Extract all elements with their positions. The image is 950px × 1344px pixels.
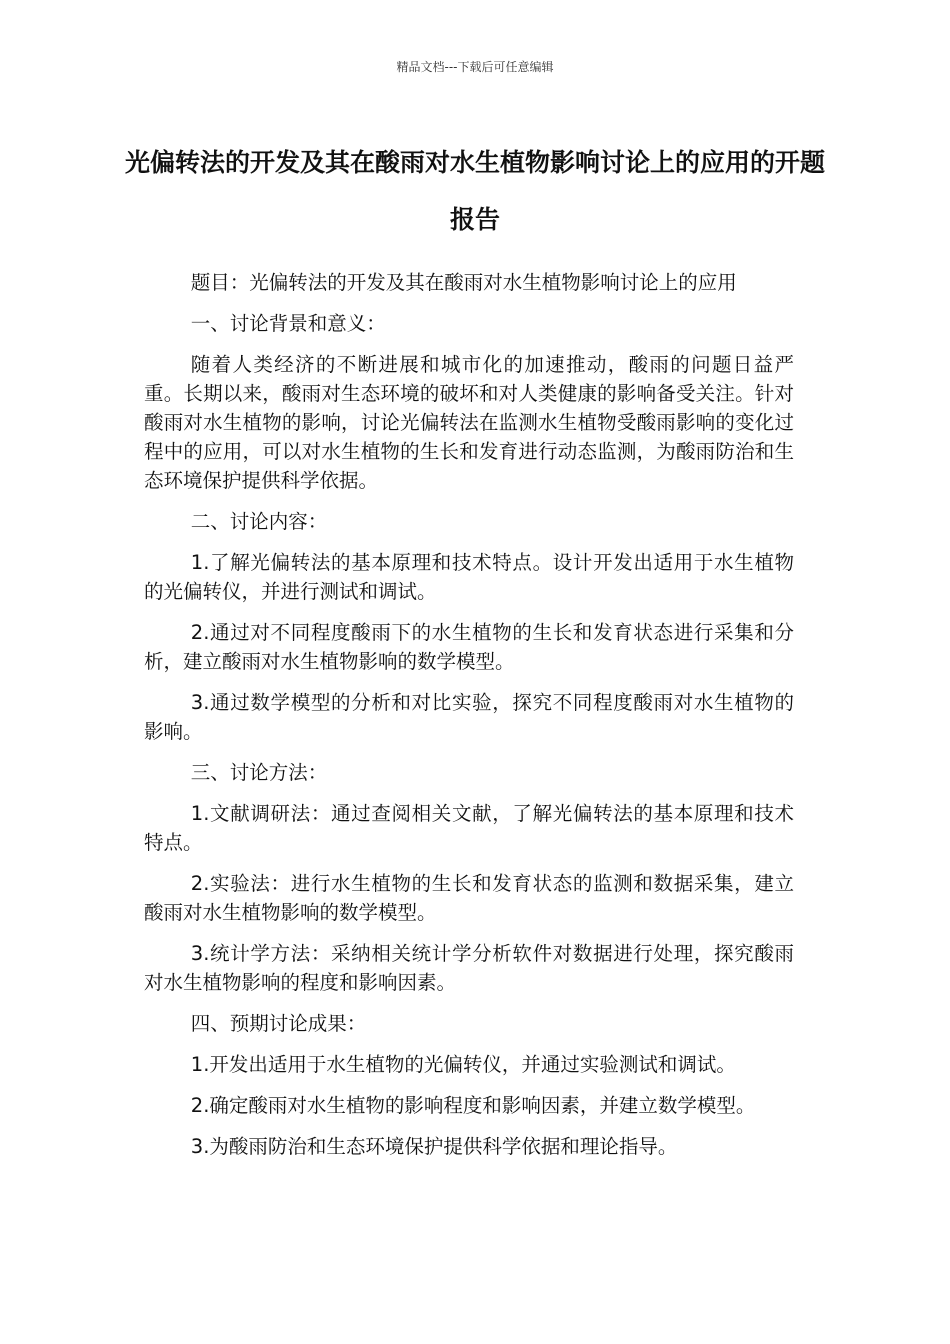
outcome-item-3: 3.为酸雨防治和生态环境保护提供科学依据和理论指导。 <box>190 1135 678 1158</box>
background-paragraph: 随着人类经济的不断进展和城市化的加速推动，酸雨的问题日益严重。长期以来，酸雨对生态环境的破坏和对人类健康的影响备受关注。针对酸雨对水生植物的影响，讨论光偏转法在监测水生植物受酸雨影响的变化过程中的应用，可以对水生植物的生长和发育进行动态监测，为酸雨防治和生态环境保护提供科学依据。 <box>144 353 794 492</box>
outcome-item-1: 1.开发出适用于水生植物的光偏转仪，并通过实验测试和调试。 <box>190 1053 736 1076</box>
section-heading-content: 二、讨论内容： <box>190 510 328 533</box>
section-heading-background: 一、讨论背景和意义： <box>190 312 386 335</box>
document-title: 光偏转法的开发及其在酸雨对水生植物影响讨论上的应用的开题报告 <box>124 148 825 234</box>
content-item-2: 2.通过对不同程度酸雨下的水生植物的生长和发育状态进行采集和分析，建立酸雨对水生植物影响的数学模型。 <box>144 621 794 673</box>
page-header-note: 精品文档---下载后可任意编辑 <box>396 60 554 74</box>
content-item-1: 1.了解光偏转法的基本原理和技术特点。设计开发出适用于水生植物的光偏转仪，并进行测试和调试。 <box>144 551 794 603</box>
outcome-item-2: 2.确定酸雨对水生植物的影响程度和影响因素，并建立数学模型。 <box>190 1094 756 1117</box>
section-heading-methods: 三、讨论方法： <box>190 761 328 784</box>
document-body <box>144 268 794 1173</box>
content-item-3: 3.通过数学模型的分析和对比实验，探究不同程度酸雨对水生植物的影响。 <box>144 691 794 743</box>
method-item-3: 3.统计学方法：采纳相关统计学分析软件对数据进行处理，探究酸雨对水生植物影响的程度和影响因素。 <box>144 942 794 994</box>
topic-line: 题目：光偏转法的开发及其在酸雨对水生植物影响讨论上的应用 <box>190 271 737 294</box>
method-item-2: 2.实验法：进行水生植物的生长和发育状态的监测和数据采集，建立酸雨对水生植物影响的数学模型。 <box>144 872 794 924</box>
section-heading-outcomes: 四、预期讨论成果： <box>190 1012 367 1035</box>
method-item-1: 1.文献调研法：通过查阅相关文献，了解光偏转法的基本原理和技术特点。 <box>144 802 794 854</box>
